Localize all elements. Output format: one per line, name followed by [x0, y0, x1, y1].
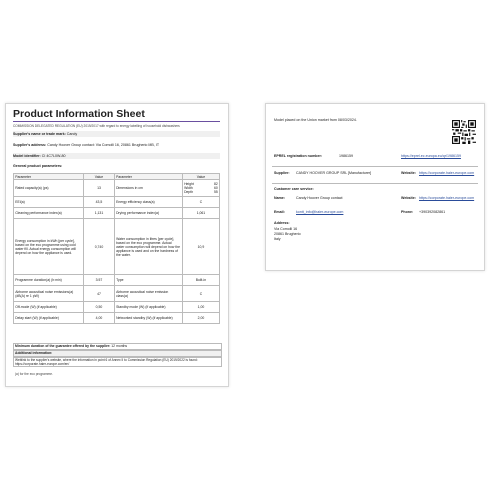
energy-consumption-value: 0,740: [84, 219, 115, 275]
table-row: [14, 275, 220, 286]
table-row: [14, 286, 220, 302]
address-line: Via Comolli 16: [274, 227, 298, 231]
noise-class-label: Airborne acoustical noise emission class(a): [114, 286, 182, 302]
additional-info-text: Weblink to the supplier's website, where the information in point 6 of Annex II to Commission Regulation (EU) 2019/2022 is found: https://corporate.haier-europe.com/en/: [13, 357, 222, 367]
divider: [272, 183, 478, 184]
supplier-value: CANDY HOOVER GROUP SRL [Manufacturer]: [296, 171, 372, 175]
supplier-name-row: [13, 131, 220, 137]
regulation-text: COMMISSION DELEGATED REGULATION (EU) 2019/2017 with regard to energy labelling of household dishwashers: [13, 124, 180, 128]
drying-value: 1,061: [182, 208, 219, 219]
customer-website-label: Website:: [401, 196, 416, 200]
table-row: [14, 313, 220, 324]
eprel-reg-link[interactable]: https://eprel.ec.europa.eu/qr/1986159: [401, 154, 461, 158]
eprel-info-page: [265, 103, 485, 271]
standby-label: Standby mode (W) (if applicable): [114, 302, 182, 313]
energy-consumption-label: Energy consumption in kWh [per cycle], based on the eco programme using cold water fill. Actual energy consumption will depend on how the appliance is used.: [14, 219, 84, 275]
model-identifier-row: [13, 153, 220, 159]
offmode-label: Off-mode (W) (if applicable): [14, 302, 84, 313]
email-link[interactable]: kontt_info@haier-europe.com: [296, 210, 344, 214]
eprel-reg-label: EPREL registration number:: [274, 154, 323, 158]
market-date-text: Model placed on the Union market from 08/03/2024.: [274, 118, 357, 122]
header-value: Value: [84, 174, 115, 180]
depth-value: 55: [214, 190, 218, 195]
cleaning-label: Cleaning performance index(a): [14, 208, 84, 219]
water-consumption-label: Water consumption in litres [per cycle], based on the eco programme. Actual water consumption will depend on how the appliance is used and on the hardness of the water.: [114, 219, 182, 275]
header-value-2: Value: [182, 174, 219, 180]
guarantee-value: 12 months: [111, 344, 128, 348]
parameters-table: [13, 173, 220, 324]
standby-value: 1,00: [182, 302, 219, 313]
height-label: Height: [184, 182, 194, 187]
table-row: [14, 180, 220, 197]
networked-standby-value: 2,00: [182, 313, 219, 324]
address-label: Address:: [274, 221, 290, 225]
general-parameters-label: General product parameters:: [13, 164, 63, 168]
customer-name-label: Name:: [274, 196, 285, 200]
model-identifier-value: CI 4C7L0W-80: [41, 154, 66, 158]
title-divider: [13, 121, 220, 122]
duration-value: 3:57: [84, 275, 115, 286]
divider: [272, 166, 478, 167]
supplier-website-link[interactable]: https://corporate.haier-europe.com: [419, 171, 475, 175]
supplier-address-label: Supplier's address:: [13, 143, 47, 147]
additional-info-label: Additional information:: [13, 350, 222, 357]
eei-value: 43,5: [84, 197, 115, 208]
email-label: Email:: [274, 210, 285, 214]
address-line: 20861 Brugherio: [274, 232, 301, 236]
supplier-label: Supplier:: [274, 171, 290, 175]
product-information-sheet-page: [5, 103, 229, 387]
supplier-address-row: [13, 142, 220, 148]
qr-code-icon[interactable]: [452, 120, 476, 144]
table-row: [14, 197, 220, 208]
guarantee-row: [13, 343, 222, 350]
supplier-name-value: Candy: [66, 132, 78, 136]
duration-label: Programme duration(a) (h:min): [14, 275, 84, 286]
supplier-website-label: Website:: [401, 171, 416, 175]
type-value: Built-in: [182, 275, 219, 286]
networked-standby-label: Networked standby (W) (if applicable): [114, 313, 182, 324]
noise-class-value: C: [182, 286, 219, 302]
energy-class-value: C: [182, 197, 219, 208]
noise-label: Airborne acoustical noise emissions(a) (dB(A) re 1 pW): [14, 286, 84, 302]
supplier-name-label: Supplier's name or trade mark:: [13, 132, 66, 136]
capacity-label: Rated capacity(a) (ps): [14, 180, 84, 197]
phone-value: +390392082861: [419, 210, 446, 214]
eprel-reg-number: 1986159: [339, 154, 353, 158]
header-parameter-2: Parameter: [114, 174, 182, 180]
delay-start-label: Delay start (W) (if applicable): [14, 313, 84, 324]
sheet-title: Product Information Sheet: [13, 108, 145, 120]
noise-value: 47: [84, 286, 115, 302]
header-parameter: Parameter: [14, 174, 84, 180]
capacity-value: 13: [84, 180, 115, 197]
type-label: Type: [114, 275, 182, 286]
offmode-value: 0,50: [84, 302, 115, 313]
eei-label: EEI(a): [14, 197, 84, 208]
table-row: [14, 302, 220, 313]
customer-care-label: Customer care service:: [274, 187, 314, 191]
drying-label: Drying performance index(a): [114, 208, 182, 219]
footnote: (a) for the eco programme.: [15, 372, 53, 376]
customer-name-value: Candy Hoover Group contact: [296, 196, 343, 200]
customer-website-link[interactable]: https://corporate.haier-europe.com: [419, 196, 475, 200]
water-consumption-value: 10,9: [182, 219, 219, 275]
width-value: 60: [214, 186, 218, 191]
delay-start-value: 4,00: [84, 313, 115, 324]
dimensions-label: Dimensions in cm: [114, 180, 182, 197]
table-row: [14, 208, 220, 219]
cleaning-value: 1,131: [84, 208, 115, 219]
height-value: 82: [214, 182, 218, 187]
depth-label: Depth: [184, 190, 194, 195]
general-parameters-row: [13, 163, 220, 169]
width-label: Width: [184, 186, 193, 191]
model-identifier-label: Model identifier:: [13, 154, 41, 158]
table-row: [14, 219, 220, 275]
address-line: Italy: [274, 237, 281, 241]
supplier-address-value: Candy Hoover Group contact: Via Comolli 16, 20861 Brugherio MB, IT: [47, 143, 160, 147]
phone-label: Phone:: [401, 210, 414, 214]
guarantee-label: Minimum duration of the guarantee offered by the supplier:: [15, 344, 111, 348]
energy-class-label: Energy efficiency class(a): [114, 197, 182, 208]
dimensions-value: [182, 180, 219, 197]
